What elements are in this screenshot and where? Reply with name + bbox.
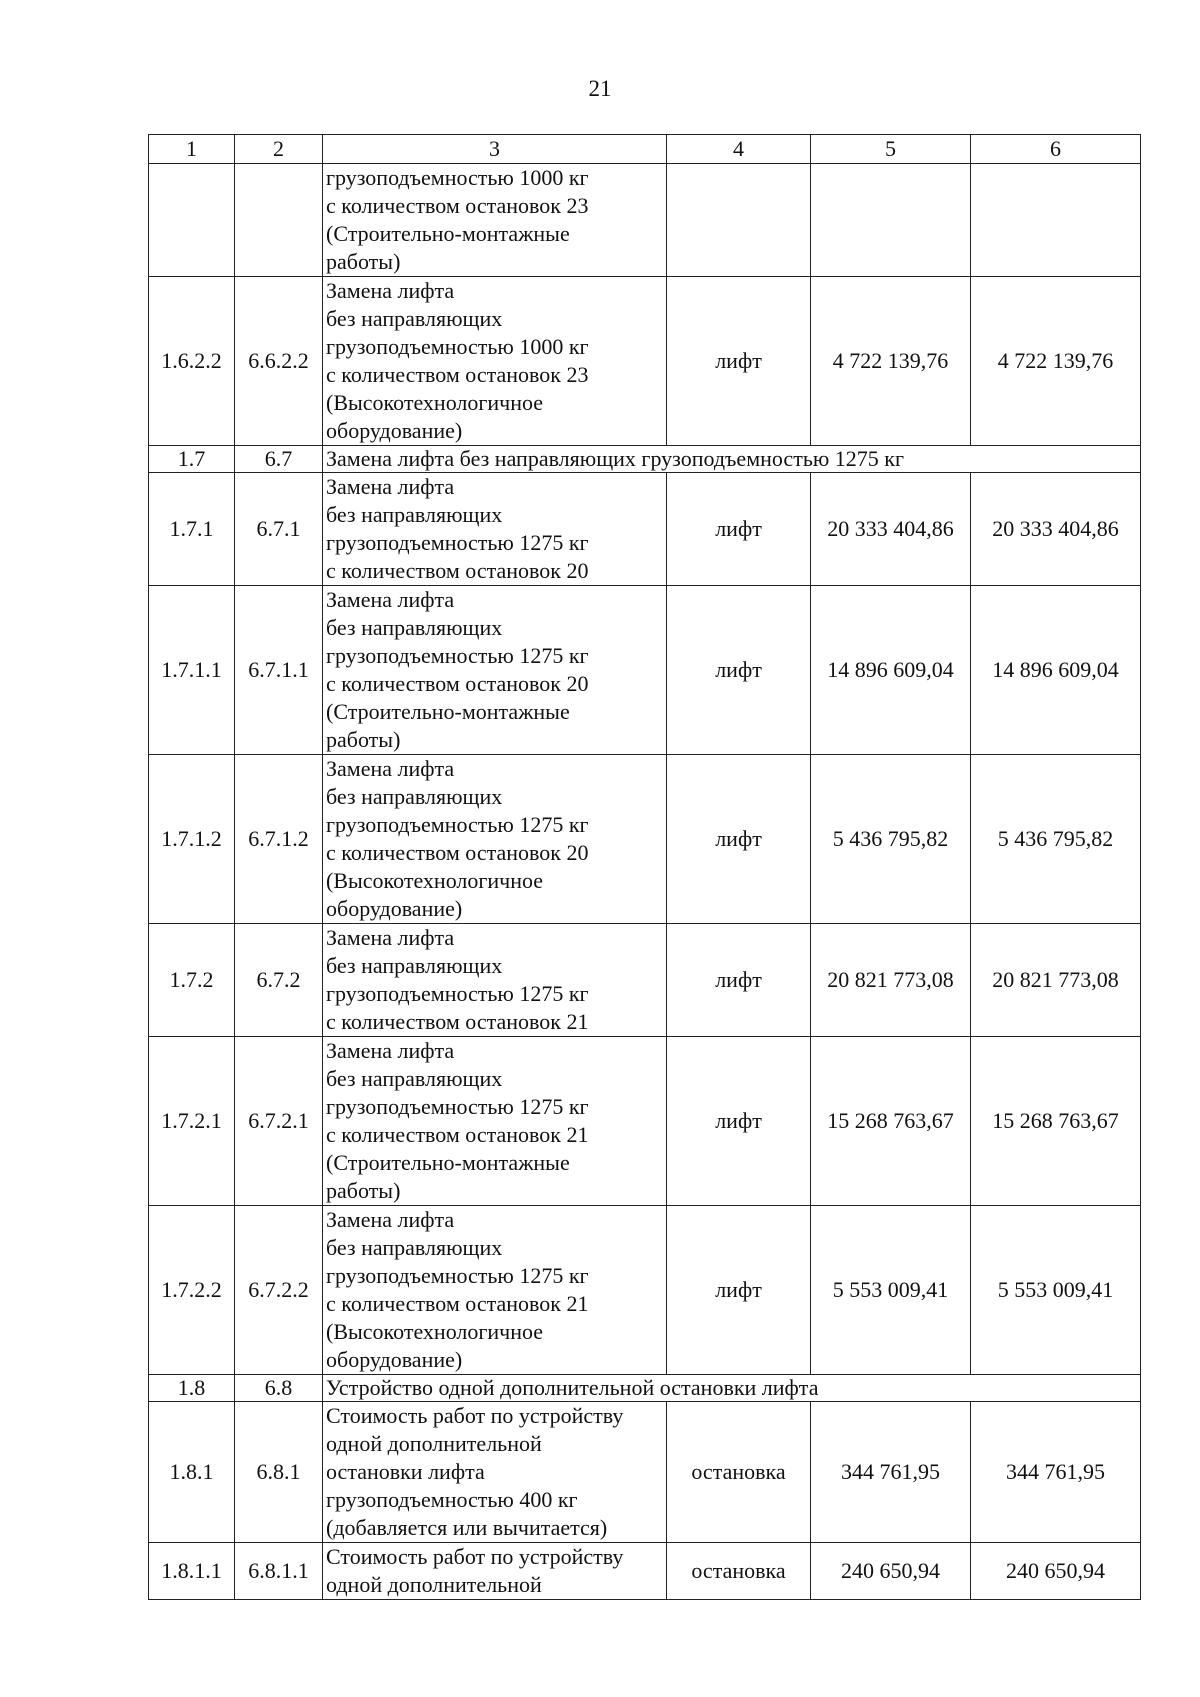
item-description: Замена лифта без направляющих грузоподъемностью 1275 кг с количеством остановок 20 (Строительно-монтажные работы) — [323, 586, 667, 755]
item-description: Замена лифта без направляющих грузоподъемностью 1000 кг с количеством остановок 23 (Высокотехнологичное оборудование) — [323, 277, 667, 446]
item-price: 5 553 009,41 — [811, 1206, 971, 1375]
section-title: Устройство одной дополнительной остановки лифта — [323, 1375, 1141, 1402]
item-unit: лифт — [667, 586, 811, 755]
item-total: 5 553 009,41 — [971, 1206, 1141, 1375]
item-description: Замена лифта без направляющих грузоподъемностью 1275 кг с количеством остановок 21 — [323, 924, 667, 1037]
item-code-alt: 6.6.2.2 — [235, 277, 323, 446]
item-description: Стоимость работ по устройству одной дополнительной остановки лифта грузоподъемностью 400 кг (добавляется или вычитается) — [323, 1402, 667, 1543]
item-unit: лифт — [667, 924, 811, 1037]
table-row — [149, 277, 1141, 446]
item-description: Замена лифта без направляющих грузоподъемностью 1275 кг с количеством остановок 20 (Высокотехнологичное оборудование) — [323, 755, 667, 924]
item-description: Замена лифта без направляющих грузоподъемностью 1275 кг с количеством остановок 21 (Высокотехнологичное оборудование) — [323, 1206, 667, 1375]
item-code: 1.6.2.2 — [149, 277, 235, 446]
section-code-alt: 6.8 — [235, 1375, 323, 1402]
table-row — [149, 1543, 1141, 1600]
table-row — [149, 586, 1141, 755]
column-header-3: 3 — [323, 135, 667, 164]
section-code-alt: 6.7 — [235, 446, 323, 473]
item-description: грузоподъемностью 1000 кг с количеством остановок 23 (Строительно-монтажные работы) — [323, 164, 667, 277]
item-code: 1.7.1 — [149, 473, 235, 586]
column-header-2: 2 — [235, 135, 323, 164]
item-total: 4 722 139,76 — [971, 277, 1141, 446]
section-code: 1.8 — [149, 1375, 235, 1402]
item-unit: лифт — [667, 1206, 811, 1375]
item-unit: лифт — [667, 473, 811, 586]
item-total: 20 821 773,08 — [971, 924, 1141, 1037]
item-unit — [667, 164, 811, 277]
item-description: Замена лифта без направляющих грузоподъемностью 1275 кг с количеством остановок 20 — [323, 473, 667, 586]
table-row — [149, 924, 1141, 1037]
item-code: 1.7.1.1 — [149, 586, 235, 755]
item-total: 240 650,94 — [971, 1543, 1141, 1600]
item-price: 14 896 609,04 — [811, 586, 971, 755]
section-row — [149, 446, 1141, 473]
item-code: 1.8.1 — [149, 1402, 235, 1543]
item-price: 344 761,95 — [811, 1402, 971, 1543]
table-row — [149, 1402, 1141, 1543]
header-row — [149, 135, 1141, 164]
item-code-alt: 6.7.1.2 — [235, 755, 323, 924]
item-code-alt: 6.7.1 — [235, 473, 323, 586]
table-row — [149, 473, 1141, 586]
item-unit: лифт — [667, 755, 811, 924]
item-code: 1.7.2 — [149, 924, 235, 1037]
item-unit: лифт — [667, 277, 811, 446]
item-code-alt: 6.8.1.1 — [235, 1543, 323, 1600]
page-number: 21 — [588, 76, 612, 101]
item-code-alt: 6.7.2.1 — [235, 1037, 323, 1206]
section-code: 1.7 — [149, 446, 235, 473]
column-header-6: 6 — [971, 135, 1141, 164]
item-price — [811, 164, 971, 277]
column-header-1: 1 — [149, 135, 235, 164]
table-row — [149, 164, 1141, 277]
item-total: 5 436 795,82 — [971, 755, 1141, 924]
item-code: 1.8.1.1 — [149, 1543, 235, 1600]
item-total: 344 761,95 — [971, 1402, 1141, 1543]
item-price: 15 268 763,67 — [811, 1037, 971, 1206]
table-row — [149, 755, 1141, 924]
item-price: 20 333 404,86 — [811, 473, 971, 586]
table-row — [149, 1206, 1141, 1375]
item-code: 1.7.2.1 — [149, 1037, 235, 1206]
item-price: 5 436 795,82 — [811, 755, 971, 924]
column-header-4: 4 — [667, 135, 811, 164]
table-row — [149, 1037, 1141, 1206]
item-code-alt: 6.7.2.2 — [235, 1206, 323, 1375]
item-code-alt: 6.7.2 — [235, 924, 323, 1037]
item-code: 1.7.1.2 — [149, 755, 235, 924]
item-unit: остановка — [667, 1402, 811, 1543]
section-row — [149, 1375, 1141, 1402]
item-code-alt — [235, 164, 323, 277]
item-code: 1.7.2.2 — [149, 1206, 235, 1375]
item-unit: лифт — [667, 1037, 811, 1206]
item-total — [971, 164, 1141, 277]
column-header-5: 5 — [811, 135, 971, 164]
item-price: 240 650,94 — [811, 1543, 971, 1600]
item-price: 20 821 773,08 — [811, 924, 971, 1037]
item-description: Стоимость работ по устройству одной дополнительной — [323, 1543, 667, 1600]
item-code-alt: 6.8.1 — [235, 1402, 323, 1543]
price-table — [148, 134, 1141, 1600]
item-price: 4 722 139,76 — [811, 277, 971, 446]
item-total: 20 333 404,86 — [971, 473, 1141, 586]
item-total: 15 268 763,67 — [971, 1037, 1141, 1206]
item-total: 14 896 609,04 — [971, 586, 1141, 755]
item-description: Замена лифта без направляющих грузоподъемностью 1275 кг с количеством остановок 21 (Строительно-монтажные работы) — [323, 1037, 667, 1206]
section-title: Замена лифта без направляющих грузоподъемностью 1275 кг — [323, 446, 1141, 473]
item-unit: остановка — [667, 1543, 811, 1600]
item-code-alt: 6.7.1.1 — [235, 586, 323, 755]
item-code — [149, 164, 235, 277]
